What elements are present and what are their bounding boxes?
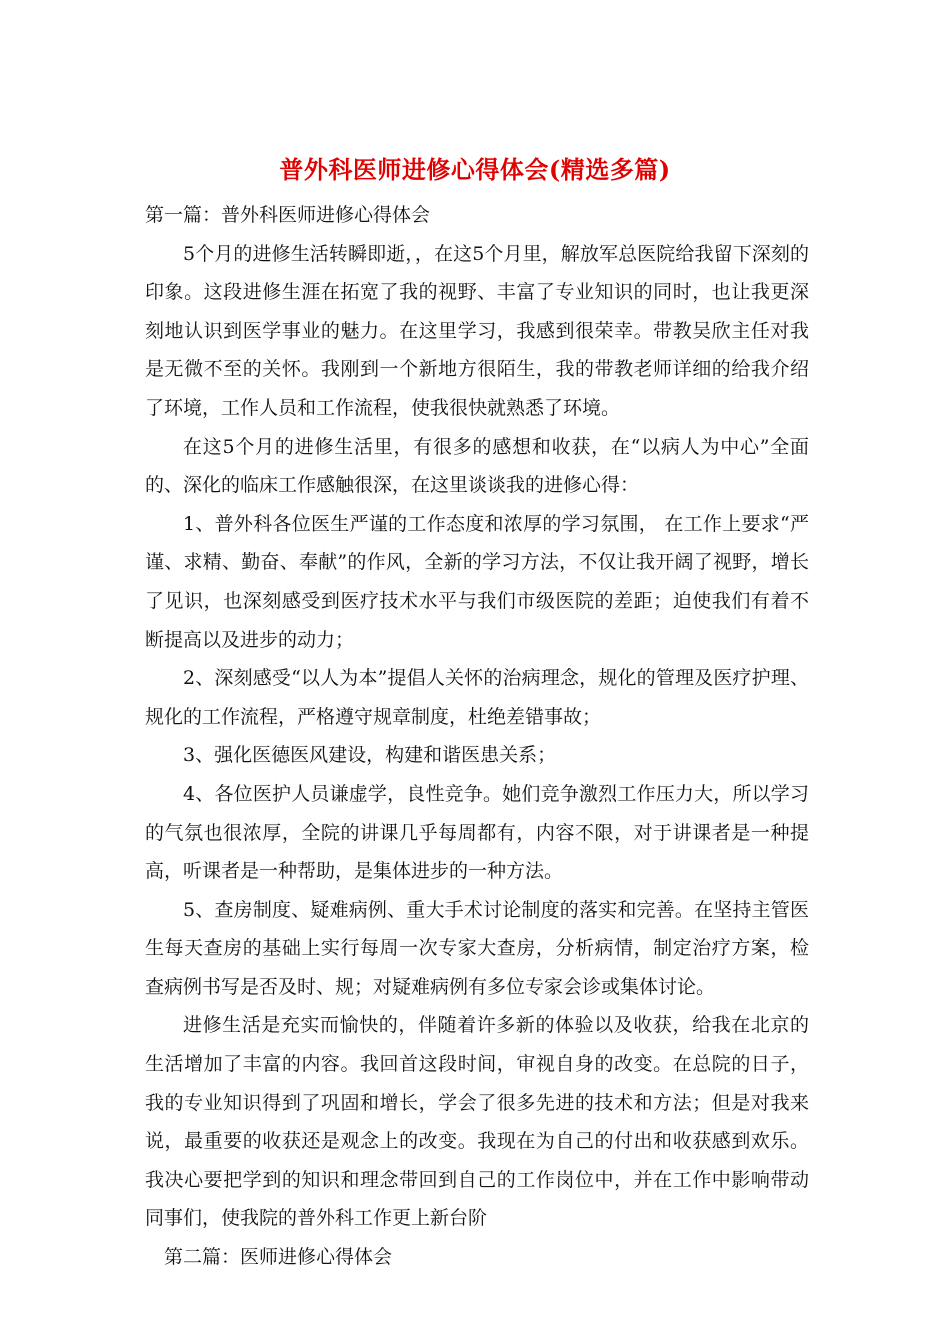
paragraph-point-2: 2、深刻感受“以人为本”提倡人关怀的治病理念，规化的管理及医疗护理、规化的工作流程，严格遵守规章制度，杜绝差错事故； <box>145 667 809 728</box>
paragraph-point-3: 3、强化医德医风建设，构建和谐医患关系； <box>183 744 557 767</box>
paragraph-point-4: 4、各位医护人员谦虚学，良性竞争。她们竞争激烈工作压力大，所以学习的气氛也很浓厚，全院的讲课几乎每周都有，内容不限，对于讲课者是一种提高，听课者是一种帮助，是集体进步的一种方法。 <box>145 782 809 883</box>
paragraph-intro: 5个月的进修生活转瞬即逝，，在这5个月里，解放军总医院给我留下深刻的印象。这段进修生涯在拓宽了我的视野、丰富了专业知识的同时，也让我更深刻地认识到医学事业的魅力。在这里学习，我感到很荣幸。带教吴欣主任对我是无微不至的关怀。我刚到一个新地方很陌生，我的带教老师详细的给我介绍了环境，工作人员和工作流程，使我很快就熟悉了环境。 <box>145 242 809 419</box>
paragraph-overview: 在这5个月的进修生活里，有很多的感想和收获，在“以病人为中心”全面的、深化的临床工作感触很深，在这里谈谈我的进修心得： <box>145 435 809 497</box>
document-title: 普外科医师进修心得体会(精选多篇) <box>279 155 671 184</box>
section-1-heading: 第一篇：普外科医师进修心得体会 <box>145 204 431 226</box>
document-body <box>145 196 809 1277</box>
paragraph-point-5: 5、查房制度、疑难病例、重大手术讨论制度的落实和完善。在坚持主管医生每天查房的基础上实行每周一次专家大查房，分析病情，制定治疗方案，检查病例书写是否及时、规；对疑难病例有多位专家会诊或集体讨论。 <box>145 898 809 998</box>
paragraph-point-1: 1、普外科各位医生严谨的工作态度和浓厚的学习氛围， 在工作上要求“严谨、求精、勤奋、奉献”的作风，全新的学习方法，不仅让我开阔了视野，增长了见识，也深刻感受到医疗技术水平与我们市级医院的差距；迫使我们有着不断提高以及进步的动力； <box>145 512 809 651</box>
section-2-heading: 第二篇：医师进修心得体会 <box>164 1246 393 1269</box>
paragraph-conclusion: 进修生活是充实而愉快的，伴随着许多新的体验以及收获，给我在北京的生活增加了丰富的内容。我回首这段时间，审视自身的改变。在总院的日子，我的专业知识得到了巩固和增长，学会了很多先进的技术和方法；但是对我来说，最重要的收获还是观念上的改变。我现在为自己的付出和收获感到欢乐。我决心要把学到的知识和理念带回到自己的工作岗位中，并在工作中影响带动同事们，使我院的普外科工作更上新台阶 <box>145 1014 809 1230</box>
